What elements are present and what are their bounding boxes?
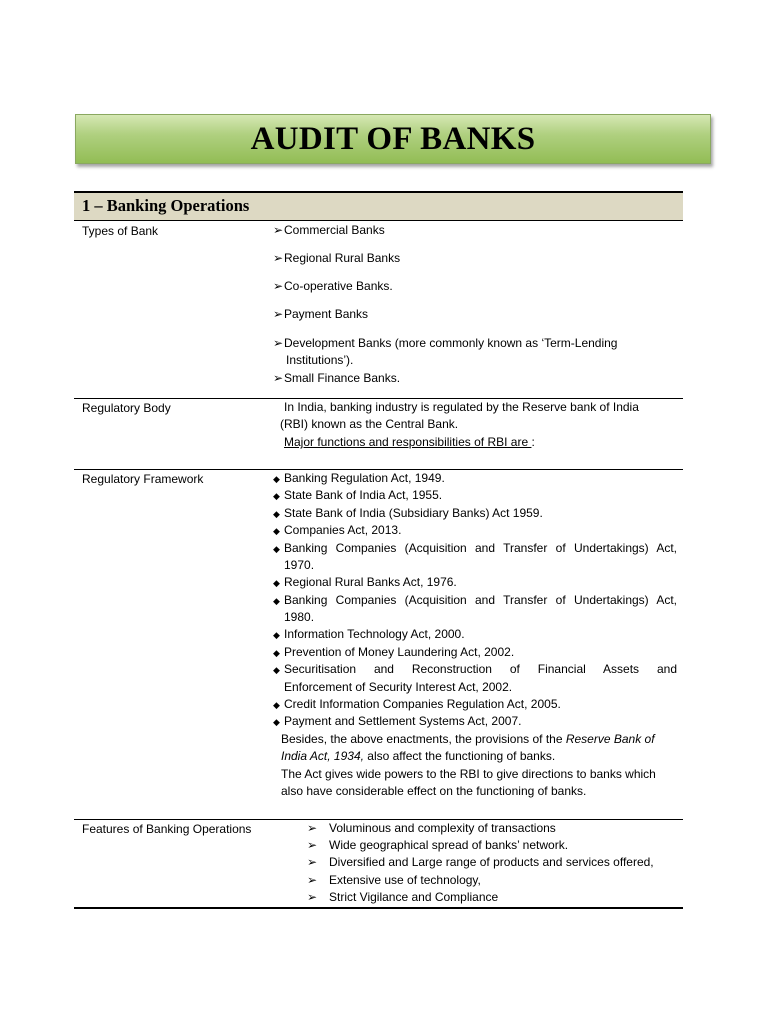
act-item: ◆ Payment and Settlement Systems Act, 2007.: [273, 713, 521, 732]
diamond-bullet-icon: ◆: [273, 526, 280, 536]
framework-note-line: The Act gives wide powers to the RBI to give directions to banks which: [281, 767, 656, 781]
arrow-bullet-icon: ➢: [307, 873, 318, 887]
arrow-bullet-icon: ➢: [307, 821, 318, 835]
regulatory-body-text-line: (RBI) known as the Central Bank.: [280, 417, 459, 431]
arrow-bullet-icon: ➢: [307, 855, 318, 869]
act-item: ◆ Prevention of Money Laundering Act, 2002.: [273, 644, 514, 663]
bank-type-item: ➢Payment Banks: [273, 306, 368, 324]
regulatory-body-label: Regulatory Body: [82, 401, 171, 415]
diamond-bullet-icon: ◆: [273, 509, 280, 519]
act-item: ◆ Regional Rural Banks Act, 1976.: [273, 574, 457, 593]
features-label: Features of Banking Operations: [82, 822, 252, 836]
act-item: ◆ Credit Information Companies Regulation Act, 2005.: [273, 696, 561, 715]
diamond-bullet-icon: ◆: [273, 648, 280, 658]
arrow-bullet-icon: ➢: [273, 307, 284, 321]
act-item: ◆ Banking Companies (Acquisition and Transfer of Undertakings) Act,: [273, 540, 677, 559]
table-bottom-border: [74, 907, 683, 909]
bank-type-item: ➢Small Finance Banks.: [273, 370, 400, 388]
arrow-bullet-icon: ➢: [307, 890, 318, 904]
diamond-bullet-icon: ◆: [273, 596, 280, 606]
feature-item: ➢ Diversified and Large range of products and services offered,: [307, 854, 654, 872]
arrow-bullet-icon: ➢: [273, 279, 284, 293]
diamond-bullet-icon: ◆: [273, 474, 280, 484]
act-item: ◆ Companies Act, 2013.: [273, 522, 401, 541]
framework-note-line: India Act, 1934, also affect the functioning of banks.: [281, 749, 556, 763]
regulatory-body-text-line: In India, banking industry is regulated by the Reserve bank of India: [284, 400, 639, 414]
regulatory-framework-label: Regulatory Framework: [82, 472, 204, 486]
framework-note-line: Besides, the above enactments, the provisions of the Reserve Bank of: [281, 732, 655, 746]
rbi-functions-heading: Major functions and responsibilities of RBI are :: [284, 435, 535, 449]
act-item-continuation: Enforcement of Security Interest Act, 2002.: [284, 680, 513, 694]
section-heading: 1 – Banking Operations: [82, 196, 250, 215]
arrow-bullet-icon: ➢: [273, 336, 284, 350]
section-heading-bar: [74, 191, 683, 221]
arrow-bullet-icon: ➢: [307, 838, 318, 852]
types-of-bank-label: Types of Bank: [82, 224, 159, 238]
act-item: ◆ Information Technology Act, 2000.: [273, 626, 465, 645]
act-item-continuation: 1970.: [284, 558, 315, 572]
framework-note-line: also have considerable effect on the functioning of banks.: [281, 784, 587, 798]
bank-type-item: ➢Regional Rural Banks: [273, 250, 400, 268]
diamond-bullet-icon: ◆: [273, 717, 280, 727]
diamond-bullet-icon: ◆: [273, 491, 280, 501]
arrow-bullet-icon: ➢: [273, 223, 284, 237]
act-item: ◆ Banking Companies (Acquisition and Transfer of Undertakings) Act,: [273, 592, 677, 611]
diamond-bullet-icon: ◆: [273, 630, 280, 640]
arrow-bullet-icon: ➢: [273, 251, 284, 265]
act-item: ◆ Securitisation and Reconstruction of Financial Assets and: [273, 661, 677, 680]
bank-type-item: ➢Co-operative Banks.: [273, 278, 393, 296]
bank-type-item: ➢Development Banks (more commonly known as ‘Term-Lending: [273, 335, 617, 353]
diamond-bullet-icon: ◆: [273, 700, 280, 710]
diamond-bullet-icon: ◆: [273, 544, 280, 554]
diamond-bullet-icon: ◆: [273, 578, 280, 588]
feature-item: ➢ Wide geographical spread of banks’ network.: [307, 837, 568, 855]
bank-type-item: ➢Commercial Banks: [273, 222, 385, 240]
feature-item: ➢ Extensive use of technology,: [307, 872, 481, 890]
title-banner: [75, 114, 711, 164]
arrow-bullet-icon: ➢: [273, 371, 284, 385]
diamond-bullet-icon: ◆: [273, 665, 280, 675]
act-item: ◆ State Bank of India Act, 1955.: [273, 487, 442, 506]
act-item-continuation: 1980.: [284, 610, 315, 624]
act-item: ◆ Banking Regulation Act, 1949.: [273, 470, 445, 489]
feature-item: ➢ Strict Vigilance and Compliance: [307, 889, 498, 907]
act-item: ◆ State Bank of India (Subsidiary Banks) Act 1959.: [273, 505, 543, 524]
feature-item: ➢ Voluminous and complexity of transactions: [307, 820, 556, 838]
page-title: AUDIT OF BANKS: [250, 120, 536, 157]
bank-type-item-continuation: Institutions’).: [286, 353, 354, 367]
